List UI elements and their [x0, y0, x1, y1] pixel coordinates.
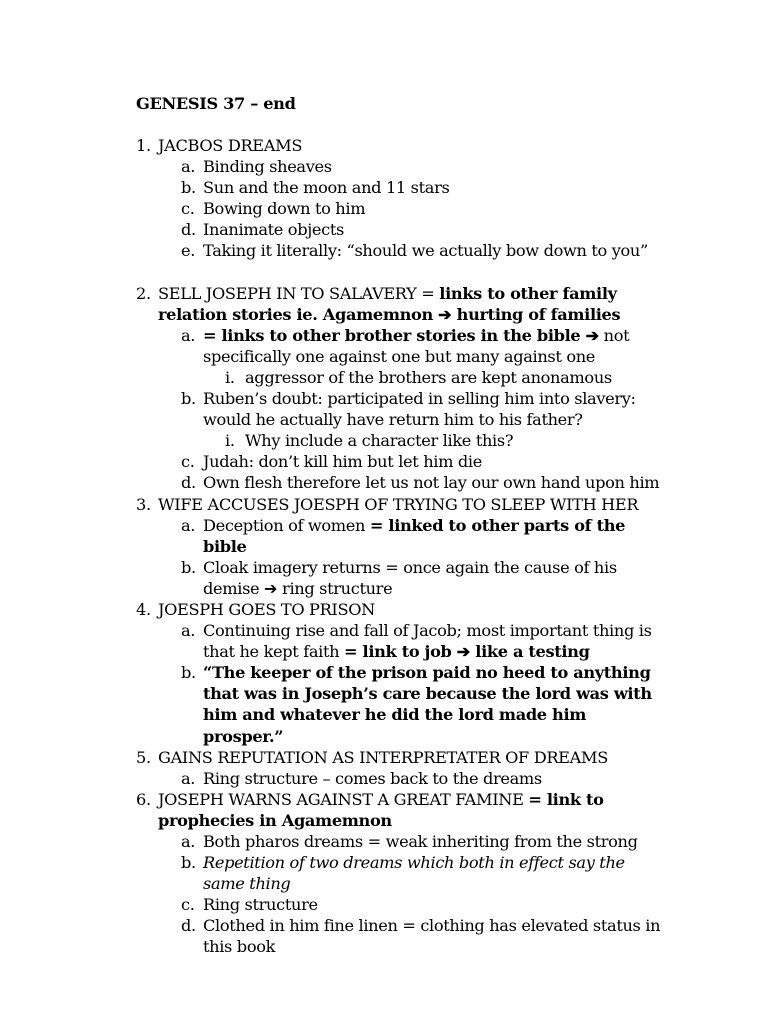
section-heading-text: JOSEPH WARNS AGAINST A GREAT FAMINE [158, 789, 529, 809]
section-heading-text: WIFE ACCUSES JOESPH OF TRYING TO SLEEP WITH HER [158, 494, 639, 514]
subitem-marker: i. [225, 367, 235, 387]
section-number: 3. [136, 494, 151, 514]
item-body [203, 325, 666, 367]
item-marker: c. [181, 895, 195, 915]
outline-subitems [225, 430, 666, 451]
outline-item [181, 240, 666, 261]
outline-item [181, 198, 666, 219]
item-text: Sun and the moon and 11 stars [203, 178, 450, 198]
item-text: Deception of women [203, 515, 370, 535]
section-number: 4. [136, 599, 151, 619]
outline-item [181, 156, 666, 177]
section-number: 6. [136, 789, 151, 809]
outline-item [181, 768, 666, 789]
section-heading [158, 747, 666, 768]
outline-item [181, 557, 666, 599]
item-body [203, 768, 666, 789]
outline-list [136, 135, 666, 958]
item-body [203, 662, 666, 746]
section-number: 5. [136, 747, 151, 767]
document-title: GENESIS 37 – end [136, 94, 296, 113]
item-marker: b. [181, 178, 196, 198]
section-heading-text: = link to prophecies in Agamemnon [158, 789, 604, 830]
item-text: Ruben’s doubt: participated in selling him into slavery: would he actually have return him to his father? [203, 389, 636, 430]
item-text: = links to other brother stories in the bible ➔ [203, 325, 599, 345]
outline-item [181, 894, 666, 915]
section-heading [158, 599, 666, 620]
item-body [203, 852, 666, 894]
outline-item [181, 831, 666, 852]
section-heading [158, 789, 666, 831]
outline-items [181, 620, 666, 747]
item-marker: a. [181, 621, 196, 641]
item-marker: b. [181, 389, 196, 409]
item-body [203, 240, 666, 261]
item-marker: a. [181, 515, 196, 535]
item-body [203, 915, 666, 957]
item-body [203, 198, 666, 219]
outline-item [181, 388, 666, 451]
subitem-marker: i. [225, 431, 235, 451]
outline-item [181, 852, 666, 894]
item-marker: c. [181, 452, 195, 472]
item-body [203, 388, 666, 430]
item-text: Cloak imagery returns = once again the cause of his demise ➔ ring structure [203, 557, 617, 598]
item-body [203, 451, 666, 472]
outline-section [136, 789, 666, 958]
outline-subitem [225, 430, 666, 451]
outline-section [136, 494, 666, 599]
item-text: Binding sheaves [203, 157, 332, 177]
item-body [203, 156, 666, 177]
item-text: Continuing rise and fall of Jacob; most important thing is that he kept faith [203, 621, 652, 662]
item-marker: b. [181, 557, 196, 577]
item-marker: d. [181, 220, 196, 240]
outline-item [181, 662, 666, 746]
outline-item [181, 177, 666, 198]
item-text: Both pharos dreams = weak inheriting from the strong [203, 832, 638, 851]
outline-section [136, 599, 666, 747]
outline-items [181, 156, 666, 261]
item-text: Repetition of two dreams which both in effect say the same thing [203, 853, 625, 894]
section-number: 1. [136, 136, 151, 155]
outline-items [181, 515, 666, 599]
outline-item [181, 451, 666, 472]
item-body [203, 557, 666, 599]
outline-item [181, 472, 666, 493]
item-text: Bowing down to him [203, 199, 366, 219]
item-body [203, 219, 666, 240]
section-heading-text: JACBOS DREAMS [158, 136, 303, 155]
item-marker: a. [181, 325, 196, 345]
section-heading [158, 135, 666, 156]
section-heading-text: SELL JOSEPH IN TO SALAVERY = [158, 283, 440, 303]
outline-item [181, 620, 666, 662]
item-marker: b. [181, 853, 196, 873]
outline-section [136, 747, 666, 789]
item-body [203, 515, 666, 557]
item-marker: a. [181, 157, 196, 177]
subitem-text: Why include a character like this? [245, 431, 514, 451]
item-marker: c. [181, 199, 195, 219]
subitem-text: aggressor of the brothers are kept anonamous [245, 367, 612, 387]
section-heading [158, 283, 666, 325]
item-body [203, 620, 666, 662]
outline-items [181, 768, 666, 789]
outline-section [136, 283, 666, 494]
item-text: = link to job ➔ like a testing [344, 642, 590, 662]
outline-items [181, 325, 666, 494]
outline-item [181, 915, 666, 957]
outline-items [181, 831, 666, 958]
outline-item [181, 219, 666, 240]
section-number: 2. [136, 283, 151, 303]
item-marker: d. [181, 916, 196, 936]
section-heading-text: JOESPH GOES TO PRISON [158, 599, 375, 619]
item-marker: a. [181, 832, 196, 851]
outline-section [136, 135, 666, 262]
outline-item [181, 515, 666, 557]
item-marker: d. [181, 473, 196, 493]
item-body [203, 894, 666, 915]
item-marker: e. [181, 241, 196, 261]
section-heading [158, 494, 666, 515]
outline-subitem [225, 367, 666, 388]
item-text: Ring structure – comes back to the dreams [203, 768, 542, 788]
item-body [203, 177, 666, 198]
item-text: = linked to other parts of the bible [203, 515, 626, 556]
section-heading-text: links to other family relation stories ie. Agamemnon ➔ hurting of families [158, 283, 621, 324]
item-text: Judah: don’t kill him but let him die [203, 452, 482, 472]
item-text: Own flesh therefore let us not lay our own hand upon him [203, 473, 660, 493]
outline-item [181, 325, 666, 388]
section-heading-text: GAINS REPUTATION AS INTERPRETATER OF DREAMS [158, 747, 608, 767]
item-body [203, 831, 666, 852]
item-text: not specifically one against one but many against one [203, 325, 630, 366]
item-text: Inanimate objects [203, 220, 344, 240]
item-marker: a. [181, 768, 196, 788]
item-text: Taking it literally: “should we actually bow down to you” [203, 241, 648, 261]
item-marker: b. [181, 663, 196, 683]
item-body [203, 472, 666, 493]
item-text: “The keeper of the prison paid no heed to anything that was in Joseph’s care because the lord was with him and whatever he did the lord made him prosper.” [203, 663, 652, 746]
item-text: Clothed in him fine linen = clothing has elevated status in this book [203, 916, 661, 957]
outline-subitems [225, 367, 666, 388]
item-text: Ring structure [203, 895, 318, 915]
